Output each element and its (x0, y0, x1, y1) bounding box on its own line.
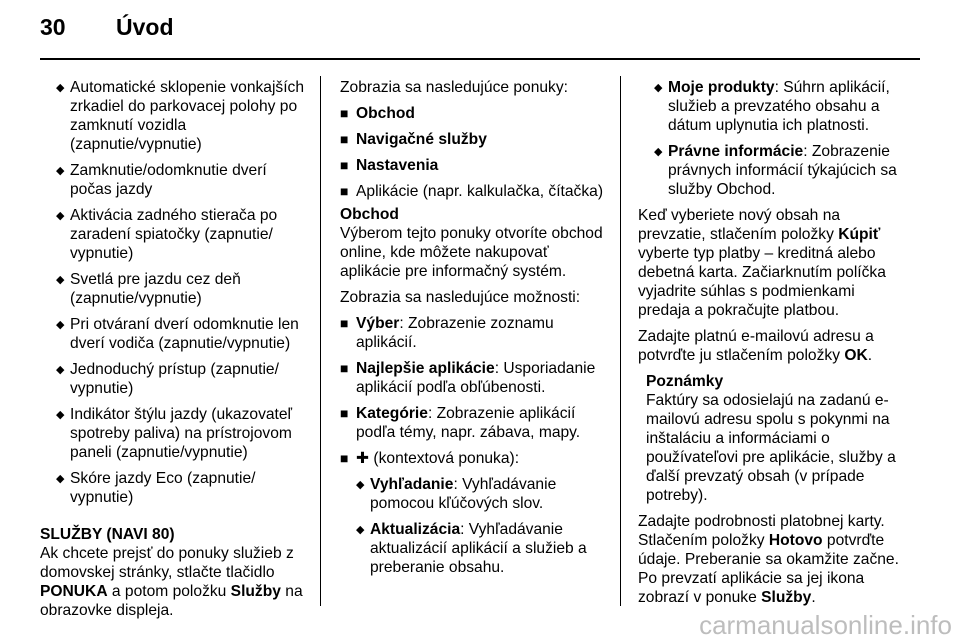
square-bullet-icon: ■ (340, 360, 349, 376)
bullet-text: Pri otváraní dverí odomknutie len dverí vodiča (zapnutie/vypnutie) (70, 316, 299, 352)
purchase-paragraph: Keď vyberiete nový obsah na prevzatie, stlačením položky Kúpiť vyberte typ platby – kreditná alebo debetná karta. Začiarknutím políčka vyjadrite súhlas s podmienkami predaja a pokračujte platbou. (638, 207, 886, 319)
bullet-item (40, 405, 306, 462)
page-header (0, 0, 960, 62)
square-bullet-icon: ■ (340, 157, 349, 173)
diamond-bullet-icon: ◆ (56, 274, 65, 286)
bullet-text: Zamknutie/odomknutie dverí počas jazdy (70, 162, 267, 198)
diamond-bullet-icon: ◆ (56, 319, 65, 331)
column-2 (340, 78, 604, 584)
ok-item-name: OK (844, 347, 868, 364)
services-paragraph: Ak chcete prejsť do ponuky služieb z domovskej stránky, stlačte tlačidlo PONUKA a potom položku Služby na obrazovke displeja. (40, 545, 303, 619)
square-bullet-icon: ■ (340, 131, 349, 147)
column-1 (40, 78, 306, 627)
watermark: carmanualsonline.info (699, 610, 952, 640)
note-block (638, 372, 904, 505)
diamond-bullet-icon: ◆ (56, 409, 65, 421)
menu-list-item: ■ Aplikácie (napr. kalkulačka, čítačka) (340, 183, 604, 200)
bullet-item (40, 315, 306, 353)
services-item-name: Služby (761, 589, 812, 606)
option-item: ■ Výber: Zobrazenie zoznamu aplikácií. (340, 315, 554, 351)
bullet-text: Jednoduchý prístup (zapnutie/ vypnutie) (70, 361, 279, 397)
square-bullet-icon: ■ (340, 105, 349, 121)
bullet-item (40, 78, 306, 154)
bullet-item (40, 270, 306, 308)
square-bullet-icon: ■ (340, 315, 349, 331)
menu-button-name: PONUKA (40, 583, 108, 600)
services-item-name: Služby (230, 583, 281, 600)
suboption-item: ◆ Moje produkty: Súhrn aplikácií, služieb a prevzatého obsahu a dátum uplynutia ich platnosti. (654, 79, 890, 134)
diamond-bullet-icon: ◆ (56, 473, 65, 485)
bullet-text: Automatické sklopenie vonkajších zrkadiel do parkovacej polohy po zamknutí vozidla (zapnutie/vypnutie) (70, 79, 305, 153)
bullet-text: Indikátor štýlu jazdy (ukazovateľ spotreby paliva) na prístrojovom paneli (zapnutie/vypnutie) (70, 406, 293, 461)
page-title: Úvod (116, 14, 174, 40)
column-divider-2 (620, 76, 621, 606)
bullet-text: Svetlá pre jazdu cez deň (zapnutie/vypnutie) (70, 271, 241, 307)
bullet-text: Aktivácia zadného stierača po zaradení spiatočky (zapnutie/ vypnutie) (70, 207, 278, 262)
option-item: ■ Kategórie: Zobrazenie aplikácií podľa témy, napr. zábava, mapy. (340, 405, 581, 441)
confirm-paragraph: Stlačením položky Hotovo potvrďte údaje. Preberanie sa okamžite začne. Po prevzatí aplikácie sa jej ikona zobrazí v ponuke Služby. (638, 532, 899, 606)
bullet-item (40, 469, 306, 507)
menu-list-item: ■ Nastavenia (340, 157, 439, 174)
card-details-text: Zadajte podrobnosti platobnej karty. (638, 513, 885, 530)
email-paragraph: Zadajte platnú e-mailovú adresu a potvrďte ju stlačením položky OK. (638, 328, 874, 364)
diamond-bullet-icon: ◆ (56, 364, 65, 376)
menu-list-item: ■ Obchod (340, 105, 415, 122)
page-number: 30 (40, 14, 66, 40)
square-bullet-icon: ■ (340, 405, 349, 421)
diamond-bullet-icon: ◆ (654, 146, 663, 158)
section-heading: SLUŽBY (NAVI 80) (40, 526, 175, 543)
plus-icon: ✚ (356, 450, 370, 467)
column-3 (638, 78, 904, 607)
menus-intro: Zobrazia sa nasledujúce ponuky: (340, 79, 568, 96)
diamond-bullet-icon: ◆ (356, 479, 365, 491)
column-divider-1 (320, 76, 321, 606)
shop-heading: Obchod (340, 206, 399, 223)
menu-list-item: ■ Navigačné služby (340, 131, 487, 148)
option-item: ■ Najlepšie aplikácie: Usporiadanie aplikácií podľa obľúbenosti. (340, 360, 596, 396)
suboption-item: ◆ Aktualizácia: Vyhľadávanie aktualizácií aplikácií a služieb a preberanie obsahu. (356, 521, 587, 576)
bullet-item (40, 206, 306, 263)
options-intro: Zobrazia sa nasledujúce možnosti: (340, 289, 581, 306)
diamond-bullet-icon: ◆ (654, 82, 663, 94)
header-rule (40, 58, 920, 60)
square-bullet-icon: ■ (340, 450, 349, 466)
diamond-bullet-icon: ◆ (56, 165, 65, 177)
note-heading: Poznámky (646, 373, 724, 390)
diamond-bullet-icon: ◆ (356, 524, 365, 536)
buy-item-name: Kúpiť (838, 226, 881, 243)
bullet-item (40, 161, 306, 199)
note-text: Faktúry sa odosielajú na zadanú e-mailovú adresu spolu s pokynmi na inštaláciu a informáciami o používateľovi pre aplikácie, služby a ďalší prevzatý obsah (v prípade potreby). (646, 392, 896, 504)
bullet-item (40, 360, 306, 398)
done-item-name: Hotovo (768, 532, 823, 549)
suboption-item: ◆ Právne informácie: Zobrazenie právnych informácií týkajúcich sa služby Obchod. (654, 143, 897, 198)
diamond-bullet-icon: ◆ (56, 82, 65, 94)
bullet-text: Skóre jazdy Eco (zapnutie/ vypnutie) (70, 470, 256, 506)
suboption-item: ◆ Vyhľadanie: Vyhľadávanie pomocou kľúčových slov. (356, 476, 557, 512)
diamond-bullet-icon: ◆ (56, 210, 65, 222)
square-bullet-icon: ■ (340, 183, 349, 199)
shop-paragraph: Výberom tejto ponuky otvoríte obchod online, kde môžete nakupovať aplikácie pre informačný systém. (340, 225, 603, 280)
option-item: ■ ✚ (kontextová ponuka): (340, 450, 520, 467)
